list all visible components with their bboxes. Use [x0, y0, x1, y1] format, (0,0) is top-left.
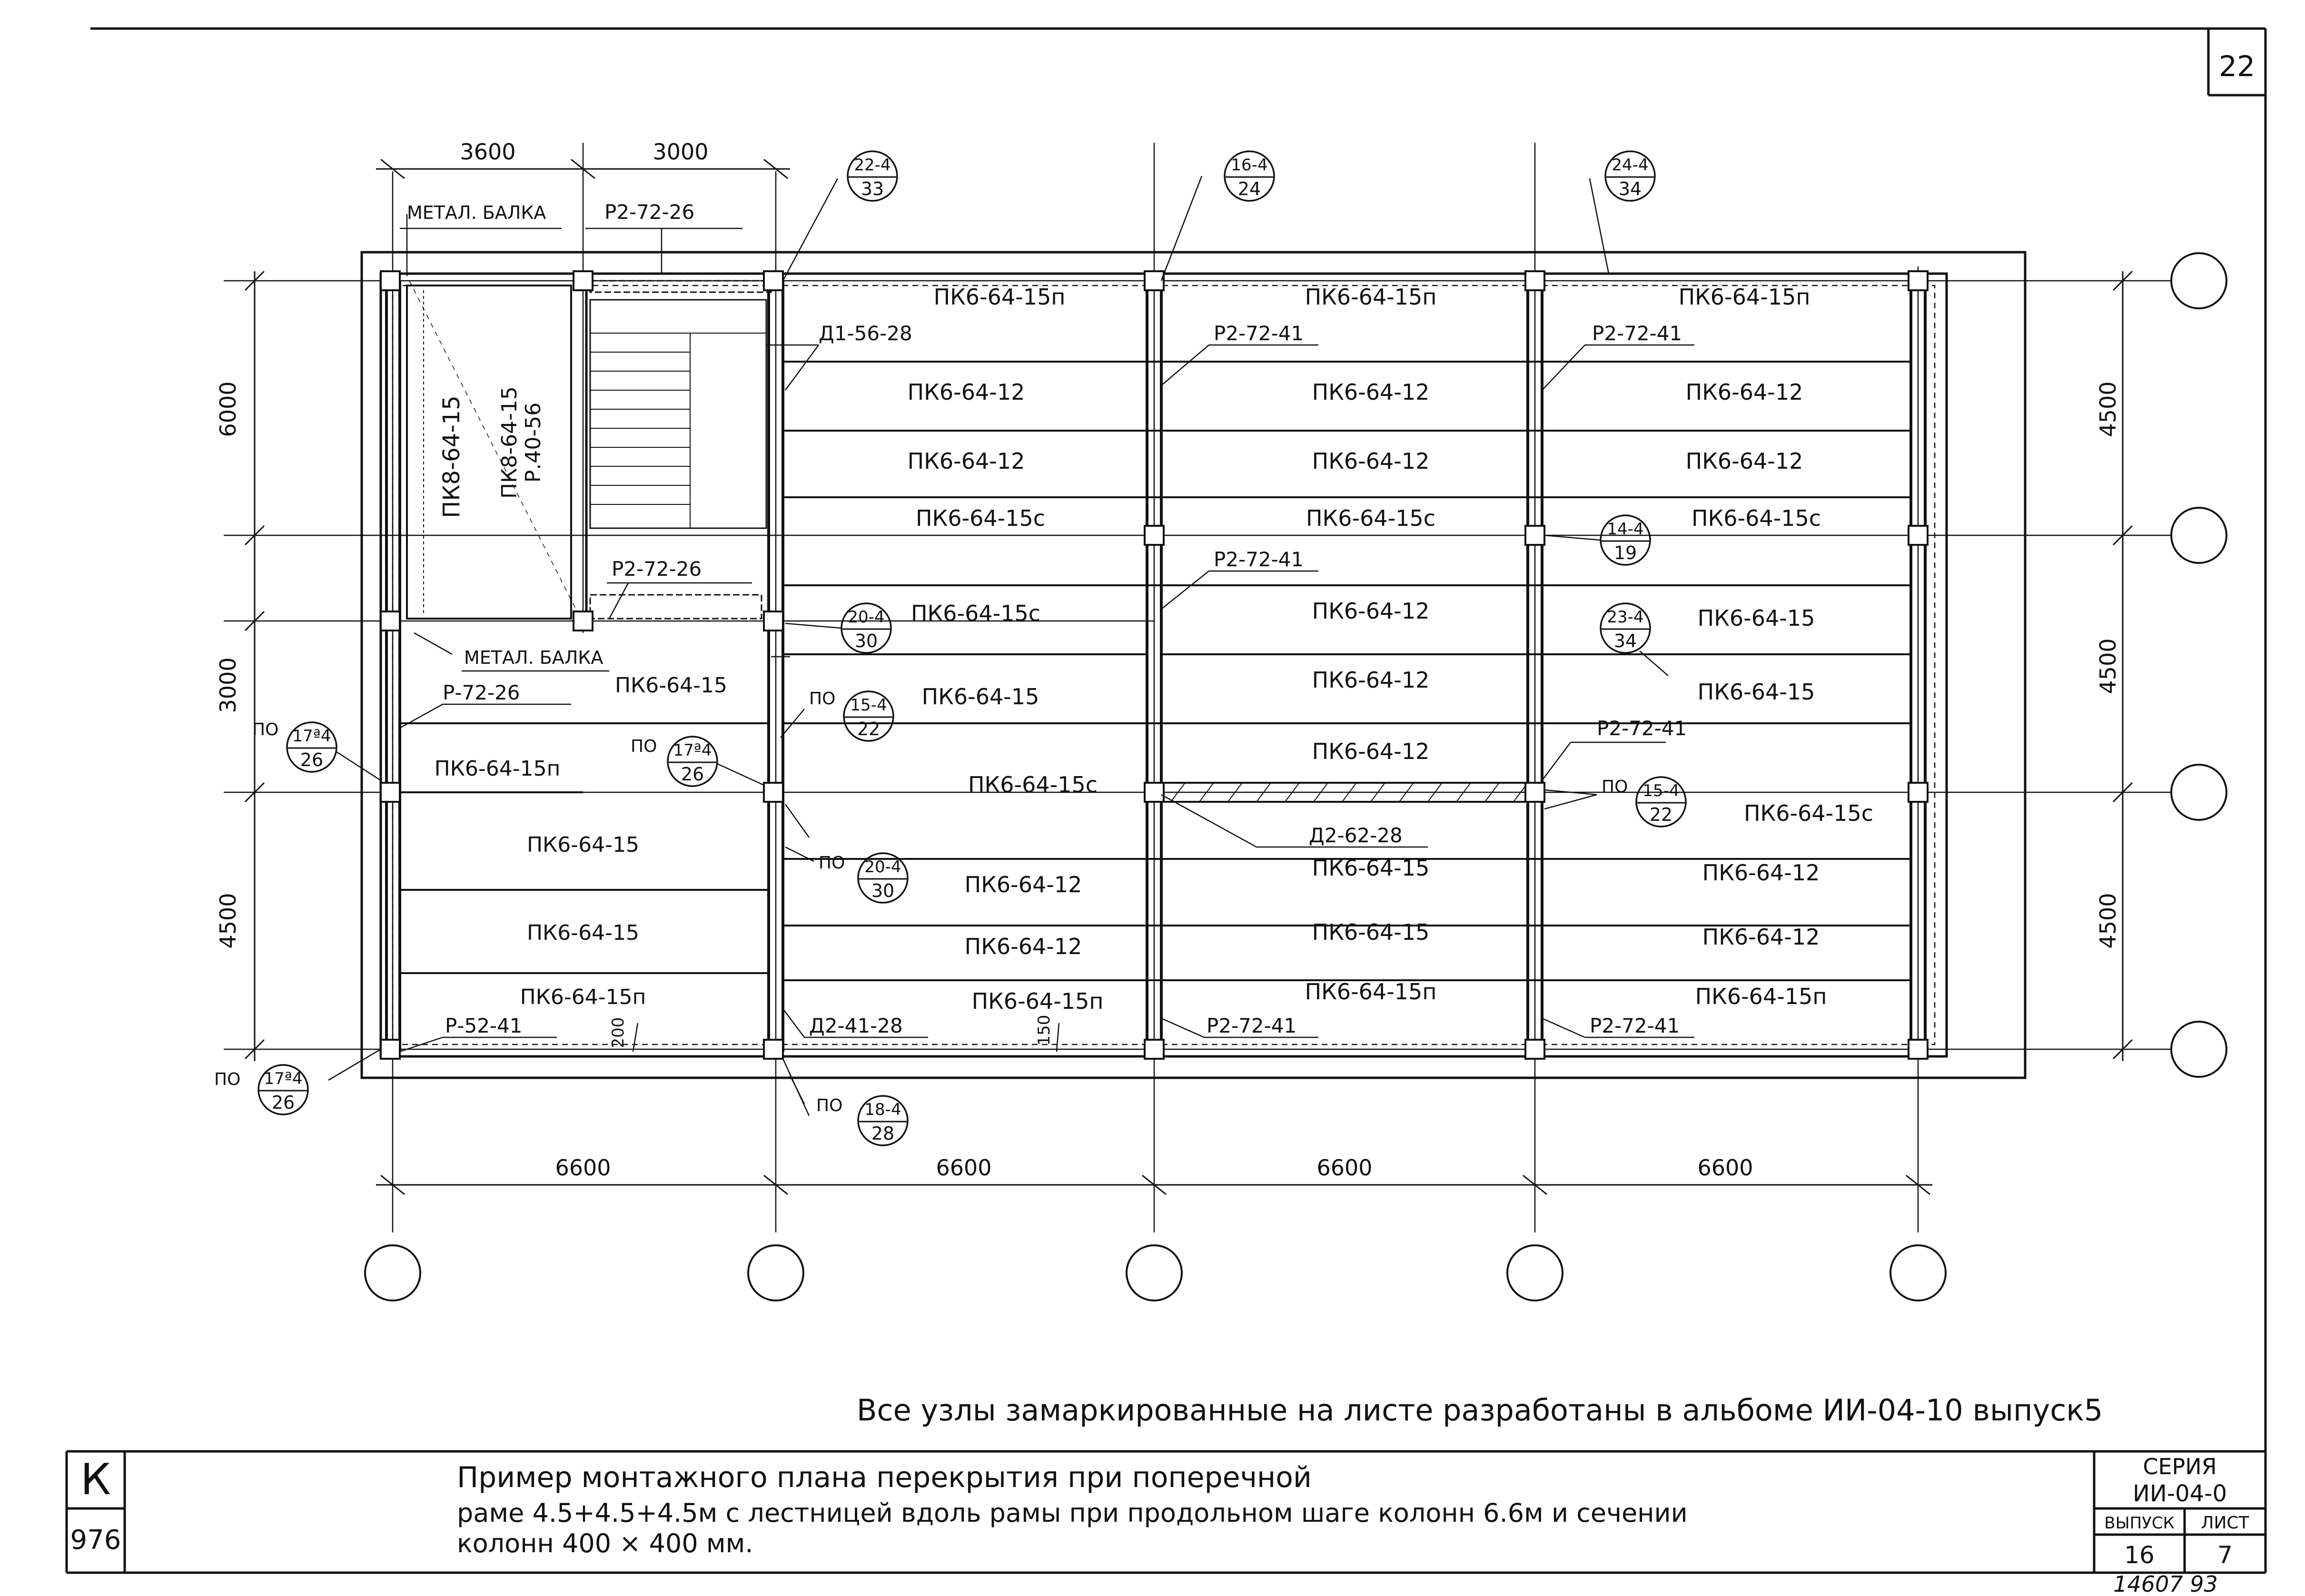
issue-label: ВЫПУСК — [2104, 1514, 2175, 1533]
bay-b-slab-4: ПК6-64-15с — [915, 505, 1046, 531]
label-d2-41-28: Д2-41-28 — [809, 1014, 903, 1037]
bay-a-slab-5: ПК6-64-15п — [520, 985, 646, 1009]
node-ref-bottom: 28 — [871, 1123, 895, 1144]
node-ref-prefix: ПО — [1602, 777, 1628, 797]
bay-b-slab-2: ПК6-64-12 — [907, 379, 1025, 405]
node-ref-bottom: 33 — [861, 178, 884, 199]
stamp-k-number: 976 — [70, 1525, 121, 1556]
bay-d-slab-texts — [1679, 284, 1873, 1009]
node-ref-prefix: ПО — [252, 720, 279, 739]
bay-a-slab-4: ПК6-64-15 — [526, 921, 640, 945]
dimension-lines — [245, 159, 2132, 1194]
series-label: СЕРИЯ — [2143, 1454, 2217, 1479]
dim-150: 150 — [1035, 1015, 1054, 1046]
bay-b-slab-10: ПК6-64-15п — [971, 988, 1104, 1014]
node-ref-top: 24-4 — [1612, 156, 1649, 175]
node-ref-top: 17ª4 — [673, 741, 712, 760]
node-ref-po-18-4 — [783, 1059, 908, 1145]
node-ref-20-4-upper — [785, 603, 891, 653]
node-ref-14-4 — [1544, 515, 1650, 565]
bottom-handwritten-number: 14607 93 — [2113, 1571, 2218, 1596]
bay-d-slab-7: ПК6-64-15с — [1743, 800, 1874, 826]
bay-d-slab-5: ПК6-64-15 — [1697, 605, 1815, 631]
issue-value: 16 — [2124, 1541, 2155, 1569]
bay-c-slab-9: ПК6-64-15 — [1312, 919, 1430, 945]
slab-pk8-vertical-1: ПК8-64-15 — [438, 395, 465, 518]
node-ref-po-17-4-bottom — [214, 1065, 308, 1114]
node-ref-prefix: ПО — [214, 1070, 241, 1089]
node-ref-top: 17ª4 — [292, 727, 331, 746]
node-ref-bottom: 26 — [271, 1092, 295, 1113]
label-d1-56-28: Д1-56-28 — [819, 322, 912, 345]
bay-b-slab-8: ПК6-64-12 — [964, 872, 1082, 897]
node-ref-prefix: ПО — [816, 1096, 843, 1115]
title-block — [70, 1454, 2250, 1569]
dim-top-3000: 3000 — [653, 139, 709, 165]
dim-bottom-1: 6600 — [555, 1155, 611, 1181]
node-ref-bottom: 26 — [300, 749, 324, 770]
bay-a-slab-2: ПК6-64-15п — [434, 757, 561, 781]
label-p-72-26: Р-72-26 — [443, 681, 520, 704]
node-ref-top: 20-4 — [864, 857, 901, 877]
bay-d-slab-1: ПК6-64-15п — [1678, 284, 1810, 310]
node-ref-bottom: 34 — [1613, 631, 1637, 651]
title-line-3: колонн 400 × 400 мм. — [457, 1528, 753, 1558]
node-ref-bottom: 30 — [854, 631, 878, 651]
bay-c-slab-3: ПК6-64-12 — [1312, 448, 1430, 474]
node-ref-prefix: ПО — [631, 737, 657, 756]
dim-left-6000: 6000 — [215, 381, 241, 437]
label-d2-62-28: Д2-62-28 — [1309, 824, 1403, 847]
node-ref-bottom: 30 — [871, 880, 895, 901]
sheet-value: 7 — [2217, 1541, 2233, 1569]
label-p2-72-41-bay2-mid: Р2-72-41 — [1214, 548, 1304, 571]
node-ref-top: 15-4 — [1642, 781, 1680, 800]
bay-c-slab-2: ПК6-64-12 — [1312, 379, 1430, 405]
dim-top-3600: 3600 — [460, 139, 516, 165]
title-line-1: Пример монтажного плана перекрытия при поперечной — [457, 1461, 1312, 1494]
label-p2-72-41-bay4-top: Р2-72-41 — [1592, 322, 1682, 345]
bay-a-slab-1: ПК6-64-15 — [614, 673, 728, 698]
bay-d-slab-2: ПК6-64-12 — [1685, 379, 1803, 405]
node-ref-bottom: 24 — [1237, 178, 1261, 199]
dim-right-2: 4500 — [2095, 638, 2121, 694]
node-ref-23-4 — [1601, 603, 1668, 676]
node-ref-bottom: 19 — [1613, 542, 1637, 563]
series-value: ИИ-04-0 — [2132, 1480, 2227, 1507]
bay-b-slab-texts — [908, 284, 1104, 1014]
node-ref-po-15-4-d — [1544, 777, 1686, 827]
stamp-k: К — [80, 1455, 111, 1505]
node-ref-bottom: 34 — [1618, 178, 1642, 199]
bay-c-slab-4: ПК6-64-15с — [1306, 505, 1436, 531]
slab-p40-vertical: Р.40-56 — [521, 402, 545, 483]
bay-d-slab-3: ПК6-64-12 — [1685, 448, 1803, 474]
bay-c-slab-8: ПК6-64-15 — [1312, 855, 1430, 881]
node-ref-po-15-4-b — [781, 689, 893, 741]
bay-b-slab-9: ПК6-64-12 — [964, 934, 1082, 959]
node-ref-top: 23-4 — [1607, 608, 1644, 627]
bay-b-slab-7: ПК6-64-15с — [968, 772, 1098, 798]
general-note: Все узлы замаркированные на листе разработаны в альбоме ИИ-04-10 выпуск5 — [857, 1393, 2103, 1428]
dim-right-3: 4500 — [2095, 893, 2121, 949]
node-ref-22-4 — [848, 151, 897, 201]
bay-c-slab-1: ПК6-64-15п — [1305, 284, 1437, 310]
node-ref-top: 17ª4 — [264, 1069, 303, 1088]
label-p2-72-26-bottom: Р2-72-26 — [612, 557, 702, 581]
sheet-number: 22 — [2218, 50, 2256, 83]
dim-bottom-3: 6600 — [1316, 1155, 1373, 1181]
bay-c-slab-texts — [1305, 284, 1437, 1005]
dim-left-3000: 3000 — [215, 657, 241, 713]
bay-b-slab-1: ПК6-64-15п — [933, 284, 1066, 310]
node-ref-top: 22-4 — [854, 156, 891, 175]
node-ref-top: 16-4 — [1231, 156, 1268, 175]
dim-200: 200 — [609, 1017, 628, 1048]
node-ref-po-20-4-lower — [785, 847, 908, 903]
node-ref-po-17-4-mid — [631, 737, 764, 786]
dim-left-4500: 4500 — [215, 893, 241, 949]
node-ref-top: 15-4 — [850, 696, 887, 715]
building-outline — [362, 252, 2025, 1078]
bay-d-slab-8: ПК6-64-12 — [1702, 860, 1820, 886]
dim-bottom-4: 6600 — [1697, 1155, 1753, 1181]
node-ref-prefix: ПО — [809, 689, 836, 709]
bay-b-slab-3: ПК6-64-12 — [907, 448, 1025, 474]
node-ref-24-4 — [1605, 151, 1655, 201]
bay-d-slab-10: ПК6-64-15п — [1695, 984, 1827, 1009]
dim-bottom-2: 6600 — [936, 1155, 992, 1181]
bay-c-slab-10: ПК6-64-15п — [1305, 979, 1437, 1005]
title-line-2: раме 4.5+4.5+4.5м с лестницей вдоль рамы при продольном шаге колонн 6.6м и сечении — [457, 1498, 1688, 1528]
label-p-52-41: Р-52-41 — [445, 1014, 523, 1037]
bay-c-slab-7: ПК6-64-12 — [1312, 739, 1430, 764]
bay-d-slab-6: ПК6-64-15 — [1697, 679, 1815, 705]
label-metal-beam-mid: МЕТАЛ. БАЛКА — [464, 647, 603, 668]
bay-c-slab-6: ПК6-64-12 — [1312, 667, 1430, 693]
node-ref-top: 14-4 — [1607, 520, 1644, 539]
leader-lines — [328, 176, 1694, 1104]
slab-pk8-vertical-2: ПК8-64-15 — [497, 386, 522, 499]
node-ref-16-4 — [1225, 151, 1274, 201]
node-ref-bottom: 26 — [681, 764, 704, 785]
sheet-label: ЛИСТ — [2201, 1513, 2249, 1533]
node-ref-prefix: ПО — [819, 853, 845, 873]
dim-right-1: 4500 — [2095, 381, 2121, 437]
label-p2-72-41-bay2-top: Р2-72-41 — [1214, 322, 1304, 345]
label-p2-72-41-bay2-bot: Р2-72-41 — [1207, 1014, 1297, 1037]
label-p2-72-41-bay4-mid: Р2-72-41 — [1597, 717, 1687, 740]
label-metal-beam-top: МЕТАЛ. БАЛКА — [407, 202, 546, 223]
bay-b-slab-6: ПК6-64-15 — [921, 684, 1039, 709]
bay-b-slab-5: ПК6-64-15с — [910, 601, 1041, 626]
node-ref-top: 18-4 — [864, 1100, 901, 1119]
bay-d-slab-4: ПК6-64-15с — [1691, 505, 1821, 531]
node-ref-bottom: 22 — [857, 719, 880, 739]
node-ref-top: 20-4 — [848, 608, 885, 627]
label-p2-72-26-top: Р2-72-26 — [604, 200, 695, 224]
slab-joints — [400, 362, 1911, 980]
node-ref-bottom: 22 — [1649, 804, 1673, 825]
bay-d-slab-9: ПК6-64-12 — [1702, 924, 1820, 950]
bay-a-slab-3: ПК6-64-15 — [526, 833, 640, 857]
bay-c-slab-5: ПК6-64-12 — [1312, 598, 1430, 624]
label-p2-72-41-bay4-bot: Р2-72-41 — [1590, 1014, 1680, 1037]
